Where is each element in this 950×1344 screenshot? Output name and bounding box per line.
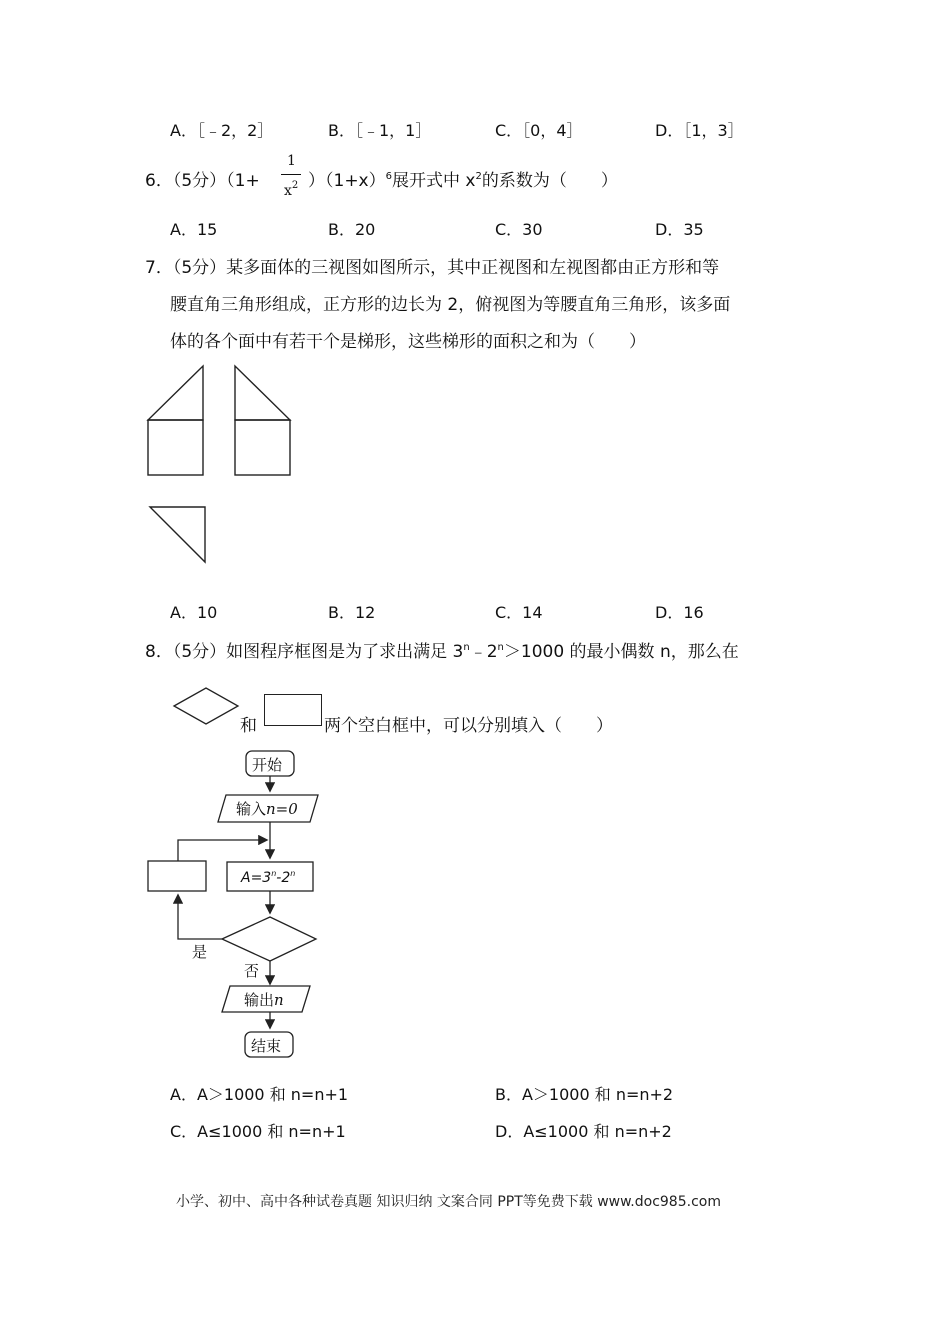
q6-after-power: 展开式中 x (392, 171, 476, 191)
q8-option-b: B．A＞1000 和 n=n+2 (495, 1085, 674, 1104)
q6-fraction-numerator: 1 (287, 153, 296, 169)
q8-line-2: 两个空白框中，可以分别填入（ ） (324, 716, 613, 736)
flow-end-label: 结束 (251, 1037, 282, 1055)
flow-decision-diamond (222, 917, 316, 961)
side-view-square (235, 420, 290, 475)
q6-power: 6 (385, 171, 392, 182)
q8-flowchart (140, 740, 340, 1065)
q7-option-c: C．14 (495, 603, 543, 622)
q8-option-a: A．A＞1000 和 n=n+1 (170, 1085, 349, 1104)
q8-option-d: D．A≤1000 和 n=n+2 (495, 1122, 672, 1141)
side-view-triangle (235, 366, 290, 420)
q8-blank-rectangle-icon (264, 694, 322, 726)
q8-line-1 (145, 637, 739, 662)
flow-yes-label: 是 (192, 943, 208, 961)
flow-output-prefix: 输出 (244, 991, 275, 1009)
flow-input-var: n=0 (266, 800, 298, 818)
q8-line-1-b: ﹣2 (469, 642, 498, 662)
q7-three-view-figure (140, 360, 310, 570)
flow-input-label (236, 800, 298, 818)
flow-loop-box (148, 861, 206, 891)
q6-prefix: 6．（5分）（1+ (145, 171, 260, 191)
q6-suffix: 的系数为（ ） (481, 171, 618, 191)
flow-arrow-loop (178, 840, 266, 861)
q7-line-3: 体的各个面中有若干个是梯形，这些梯形的面积之和为（ ） (170, 332, 646, 352)
q6-middle-text: ）（1+x） (308, 171, 386, 191)
q7-line-2: 腰直角三角形组成，正方形的边长为 2，俯视图为等腰直角三角形，该多面 (170, 295, 731, 315)
flow-assign-mid: -2 (276, 870, 291, 886)
q8-line-1-a: 8．（5分）如图程序框图是为了求出满足 3 (145, 642, 464, 662)
q5-option-d: D．［1，3］ (655, 121, 744, 140)
page-footer: 小学、初中、高中各种试卷真题 知识归纳 文案合同 PPT等免费下载 www.doc985.com (176, 1194, 721, 1210)
q5-option-c: C．［0，4］ (495, 121, 583, 140)
q6-x-exp: 2 (475, 171, 482, 182)
front-view-square (148, 420, 203, 475)
flow-output-label (244, 991, 284, 1009)
q6-option-c: C．30 (495, 220, 543, 239)
q6-option-a: A．15 (170, 220, 218, 239)
flow-assign-exp1: n (271, 869, 277, 878)
q8-line-1-c: ＞1000 的最小偶数 n，那么在 (503, 642, 739, 662)
q6-fraction-bar (281, 174, 301, 175)
flow-assign-label (240, 869, 295, 886)
flow-output-var: n (274, 991, 284, 1009)
q6-den-exp: 2 (291, 180, 299, 191)
q7-option-d: D．16 (655, 603, 704, 622)
top-view-triangle (150, 507, 205, 562)
q8-exp-n2: n (497, 642, 504, 653)
q8-and: 和 (240, 716, 257, 736)
q7-option-a: A．10 (170, 603, 218, 622)
q8-blank-diamond-icon (172, 686, 240, 726)
flow-assign-exp2: n (290, 869, 296, 878)
q6-den-x: x (284, 183, 292, 199)
q6-option-b: B．20 (328, 220, 376, 239)
q6-option-d: D．35 (655, 220, 704, 239)
q8-exp-n1: n (463, 642, 470, 653)
q6-fraction-denominator (284, 180, 298, 199)
q6-middle (308, 166, 618, 191)
flow-input-prefix: 输入 (236, 800, 267, 818)
flow-start-label: 开始 (252, 756, 283, 774)
q7-line-1: 7．（5分）某多面体的三视图如图所示，其中正视图和左视图都由正方形和等 (145, 258, 720, 278)
q8-option-c: C．A≤1000 和 n=n+1 (170, 1122, 346, 1141)
front-view-triangle (148, 366, 203, 420)
flow-no-label: 否 (244, 962, 260, 980)
flow-arrow-yes (178, 896, 222, 939)
q5-option-a: A．［﹣2，2］ (170, 121, 274, 140)
flow-assign-a: A=3 (241, 870, 272, 886)
q7-option-b: B．12 (328, 603, 376, 622)
q5-option-b: B．［﹣1，1］ (328, 121, 432, 140)
